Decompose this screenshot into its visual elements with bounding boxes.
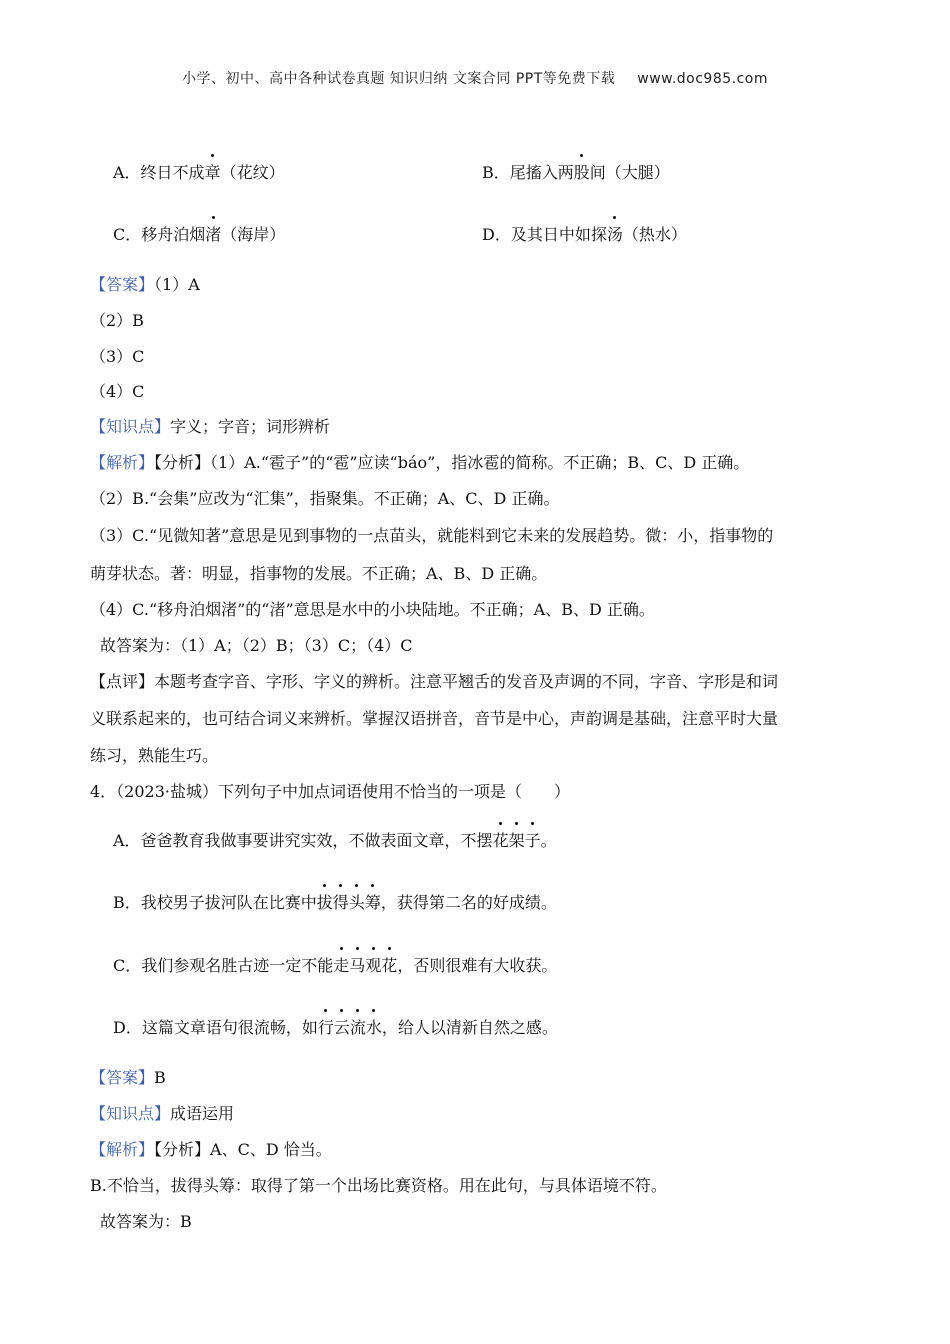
q4-option-c: C．我们参观名胜古迹一定不能走马观花，否则很难有大收获。 xyxy=(113,953,557,976)
page-header xyxy=(0,68,950,88)
q3-answer: 【答案】（1）A xyxy=(90,275,200,294)
dotted-char: 水 xyxy=(366,1015,382,1038)
dotted-char: 拔 xyxy=(317,890,333,913)
q4-stem: 4．（2023·盐城）下列句子中加点词语使用不恰当的一项是（ ） xyxy=(90,782,570,801)
q3-answer-2: （2）B xyxy=(90,311,144,330)
q4-option-b: B．我校男子拔河队在比赛中拔得头筹，获得第二名的好成绩。 xyxy=(113,890,557,913)
q3-analysis-3b: 萌芽状态。著：明显，指事物的发展。不正确；A、B、D 正确。 xyxy=(90,564,548,583)
dotted-char: 汤 xyxy=(607,222,623,245)
q4-option-a: A．爸爸教育我做事要讲究实效，不做表面文章，不摆花架子。 xyxy=(113,828,557,851)
dotted-char: 行 xyxy=(318,1015,334,1038)
q3-comment-2: 义联系起来的，也可结合词义来辨析。掌握汉语拼音，音节是中心，声韵调是基础，注意平时大量 xyxy=(90,709,779,728)
q4-analysis-2: B.不恰当，拔得头筹：取得了第一个出场比赛资格。用在此句，与具体语境不符。 xyxy=(90,1176,667,1195)
dotted-char: 马 xyxy=(349,953,365,976)
dotted-char: 观 xyxy=(365,953,381,976)
q4-final-answer: 故答案为：B xyxy=(100,1212,192,1231)
q3-option-c: C．移舟泊烟渚（海岸） xyxy=(113,222,285,245)
dotted-char: 云 xyxy=(334,1015,350,1038)
q3-knowledge-point: 【知识点】字义；字音；词形辨析 xyxy=(90,417,331,436)
q3-comment-1: 【点评】本题考查字音、字形、字义的辨析。注意平翘舌的发音及声调的不同，字音、字形是和词 xyxy=(90,672,779,691)
dotted-char: 子 xyxy=(525,828,541,851)
q3-option-b: B．尾搐入两股间（大腿） xyxy=(482,160,670,183)
q3-analysis-3a: （3）C.“见微知著”意思是见到事物的一点苗头，就能料到它未来的发展趋势。微：小，指事物的 xyxy=(90,526,774,545)
q3-option-d: D．及其日中如探汤（热水） xyxy=(482,222,687,245)
q3-analysis-2: （2）B.“会集”应改为“汇集”，指聚集。不正确；A、C、D 正确。 xyxy=(90,489,560,508)
q3-comment-3: 练习，熟能生巧。 xyxy=(90,746,219,765)
dotted-char: 走 xyxy=(333,953,349,976)
dotted-char: 筹 xyxy=(365,890,381,913)
dotted-char: 流 xyxy=(350,1015,366,1038)
dotted-char: 花 xyxy=(493,828,509,851)
dotted-char: 章 xyxy=(205,160,221,183)
q3-final-answer: 故答案为：（1）A；（2）B；（3）C；（4）C xyxy=(100,636,413,655)
q3-answer-4: （4）C xyxy=(90,382,145,401)
dotted-char: 股 xyxy=(574,160,590,183)
q3-analysis-4: （4）C.“移舟泊烟渚”的“渚”意思是水中的小块陆地。不正确；A、B、D 正确。 xyxy=(90,600,655,619)
q4-analysis: 【解析】【分析】A、C、D 恰当。 xyxy=(90,1140,332,1159)
dotted-char: 花 xyxy=(381,953,397,976)
dotted-char: 架 xyxy=(509,828,525,851)
q4-knowledge-point: 【知识点】成语运用 xyxy=(90,1104,235,1123)
header-text: 小学、初中、高中各种试卷真题 知识归纳 文案合同 PPT等免费下载 xyxy=(181,71,616,87)
q4-option-d: D．这篇文章语句很流畅，如行云流水，给人以清新自然之感。 xyxy=(113,1015,558,1038)
q3-answer-3: （3）C xyxy=(90,347,145,366)
q3-option-a: A．终日不成章（花纹） xyxy=(113,160,285,183)
q4-answer: 【答案】B xyxy=(90,1068,166,1087)
dotted-char: 头 xyxy=(349,890,365,913)
dotted-char: 渚 xyxy=(205,222,221,245)
dotted-char: 得 xyxy=(333,890,349,913)
q3-analysis: 【解析】【分析】（1）A.“雹子”的“雹”应读“báo”，指冰雹的简称。不正确；B、C、D 正确。 xyxy=(90,453,750,472)
header-url[interactable]: www.doc985.com xyxy=(637,71,769,87)
